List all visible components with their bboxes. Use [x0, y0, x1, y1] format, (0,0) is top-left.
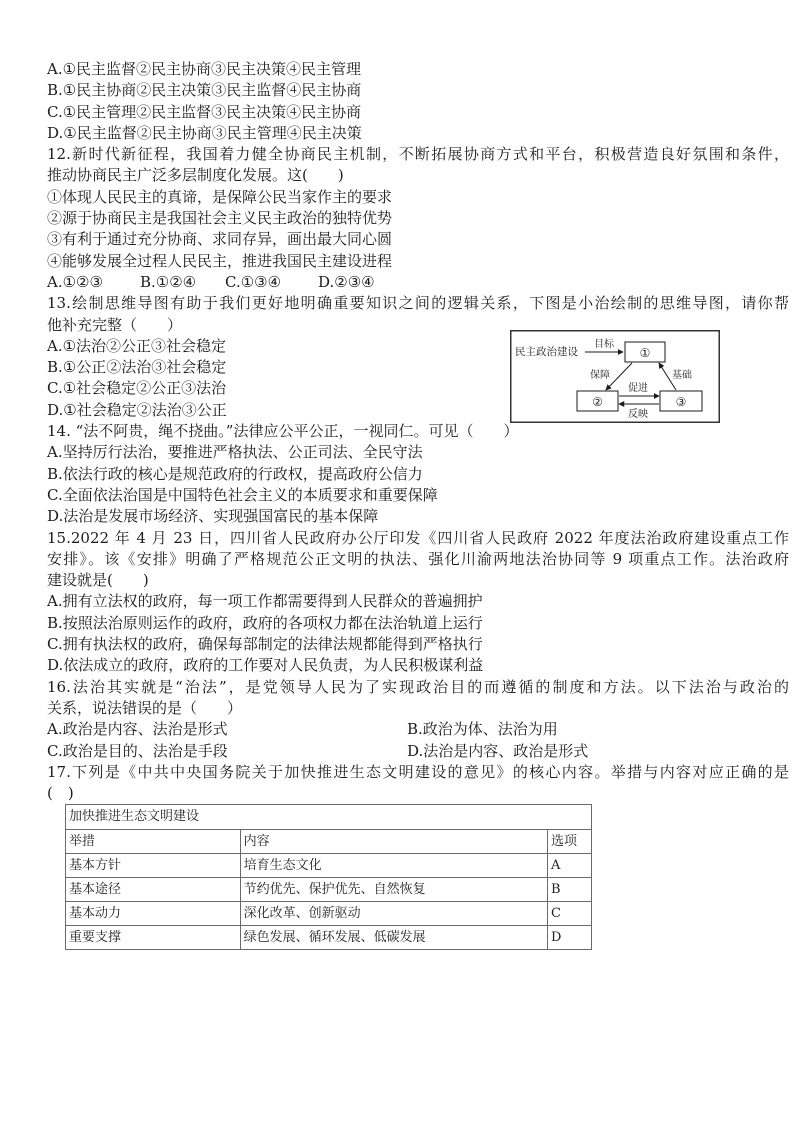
mind-map-diagram — [510, 330, 720, 423]
question-16-stem: 关系，说法错误的是（ ） — [47, 698, 243, 717]
table-cell: 节约优先、保护优先、自然恢复 — [240, 878, 547, 902]
table-cell: B — [548, 878, 592, 902]
option-line: C.①民主管理②民主监督③民主决策④民主协商 — [47, 102, 362, 121]
option-c: C.①社会稳定②公正③法治 — [47, 379, 227, 398]
table-cell: D — [548, 926, 592, 950]
option-b: B.①公正②法治③社会稳定 — [47, 358, 227, 377]
option-c: C.①③④ — [225, 272, 282, 291]
table-cell: 重要支撑 — [66, 926, 241, 950]
diagram-start-label: 民主政治建设 — [515, 346, 578, 358]
question-12-stem: 12.新时代新征程，我国着力健全协商民主机制，不断拓展协商方式和平台，积极营造良好氛围和条件， — [47, 145, 789, 164]
table-title: 加快推进生态文明建设 — [66, 805, 592, 830]
table-header: 举措 — [66, 830, 241, 854]
option-d: D.法治是内容、政治是形式 — [407, 741, 589, 760]
option-a: A.拥有立法权的政府，每一项工作都需要得到人民群众的普遍拥护 — [47, 592, 483, 611]
option-d: D.②③④ — [318, 272, 375, 291]
option-c: C.拥有执法权的政府，确保每部制定的法律法规都能得到严格执行 — [47, 635, 483, 654]
node-3-label: ③ — [675, 395, 687, 409]
table-cell: 基本方针 — [66, 854, 241, 878]
goal-arrow-label: 目标 — [594, 339, 614, 350]
table-row — [66, 926, 592, 950]
statement-line: ①体现人民民主的真谛，是保障公民当家作主的要求 — [47, 187, 393, 206]
question-12-options — [47, 272, 789, 293]
option-line: B.①民主协商②民主决策③民主监督④民主协商 — [47, 81, 362, 100]
exam-page-content — [47, 59, 789, 950]
question-16-options-row — [47, 719, 789, 740]
measures-table — [65, 804, 592, 950]
table-title-row — [66, 805, 592, 830]
statement-line: ③有利于通过充分协商、求同存异，画出最大同心圆 — [47, 230, 393, 249]
left-arrow-label: 保障 — [590, 370, 610, 381]
table-cell: 深化改革、创新驱动 — [240, 902, 547, 926]
table-row — [66, 902, 592, 926]
question-17-stem: 17.下列是《中共中央国务院关于加快推进生态文明建设的意见》的核心内容。举措与内容对应正确的是 — [47, 762, 789, 781]
option-a: A.①法治②公正③社会稳定 — [47, 336, 227, 355]
question-15-stem: 安排》。该《安排》明确了严格规范公正文明的执法、强化川渝两地法治协同等 9 项重点工作。法治政府 — [47, 549, 789, 568]
question-15-stem: 15.2022 年 4 月 23 日，四川省人民政府办公厅印发《四川省人民政府 2022 年度法治政府建设重点工作 — [47, 528, 789, 547]
table-cell: 基本途径 — [66, 878, 241, 902]
option-a: A.政治是内容、法治是形式 — [47, 720, 228, 739]
option-b: B.依法行政的核心是规范政府的行政权，提高政府公信力 — [47, 464, 423, 483]
back-arrow-label: 反映 — [628, 409, 648, 420]
question-15-stem: 建设就是( ) — [47, 571, 149, 590]
statement-line: ②源于协商民主是我国社会主义民主政治的独特优势 — [47, 209, 393, 228]
question-16-stem: 16.法治其实就是“治法”，是党领导人民为了实现政治目的而遵循的制度和方法。以下法治与政治的 — [47, 677, 789, 696]
option-a: A.坚持厉行法治，要推进严格执法、公正司法、全民守法 — [47, 443, 423, 462]
table-cell: C — [548, 902, 592, 926]
question-13-stem: 13.绘制思维导图有助于我们更好地明确重要知识之间的逻辑关系，下图是小治绘制的思维导图，请你帮 — [47, 294, 789, 313]
node-1-label: ① — [639, 346, 651, 360]
table-header-row — [66, 830, 592, 854]
question-12-stem: 推动协商民主广泛多层制度化发展。这( ) — [47, 166, 344, 185]
option-line: A.①民主监督②民主协商③民主决策④民主管理 — [47, 60, 362, 78]
table-cell: 绿色发展、循环发展、低碳发展 — [240, 926, 547, 950]
statement-line: ④能够发展全过程人民民主，推进我国民主建设进程 — [47, 251, 393, 270]
table-row — [66, 878, 592, 902]
table-header: 选项 — [548, 830, 592, 854]
option-b: B.政治为体、法治为用 — [407, 720, 558, 739]
option-d: D.法治是发展市场经济、实现强国富民的基本保障 — [47, 507, 379, 526]
node-2-label: ② — [592, 395, 603, 409]
question-14-stem: 14. “法不阿贵，绳不挠曲。”法律应公平公正，一视同仁。可见（ ） — [47, 422, 519, 441]
option-d: D.依法成立的政府，政府的工作要对人民负责，为人民积极谋利益 — [47, 656, 484, 675]
question-16-options-row — [47, 741, 789, 762]
table-header: 内容 — [240, 830, 547, 854]
option-line: D.①民主监督②民主协商③民主管理④民主决策 — [47, 123, 362, 142]
option-a: A.①②③ — [47, 272, 103, 291]
option-c: C.全面依法治国是中国特色社会主义的本质要求和重要保障 — [47, 485, 438, 504]
option-b: B.按照法治原则运作的政府，政府的各项权力都在法治轨道上运行 — [47, 613, 483, 632]
table-row — [66, 854, 592, 878]
question-13-stem: 他补充完整（ ） — [47, 315, 183, 334]
option-b: B.①②④ — [140, 272, 197, 291]
table-cell: A — [548, 854, 592, 878]
right-arrow-label: 基础 — [672, 370, 692, 381]
table-cell: 培育生态文化 — [240, 854, 547, 878]
question-17-stem: ( ) — [47, 784, 74, 803]
table-cell: 基本动力 — [66, 902, 241, 926]
option-c: C.政治是目的、法治是手段 — [47, 741, 228, 760]
forward-arrow-label: 促进 — [628, 383, 648, 394]
option-d: D.①社会稳定②法治③公正 — [47, 400, 227, 419]
